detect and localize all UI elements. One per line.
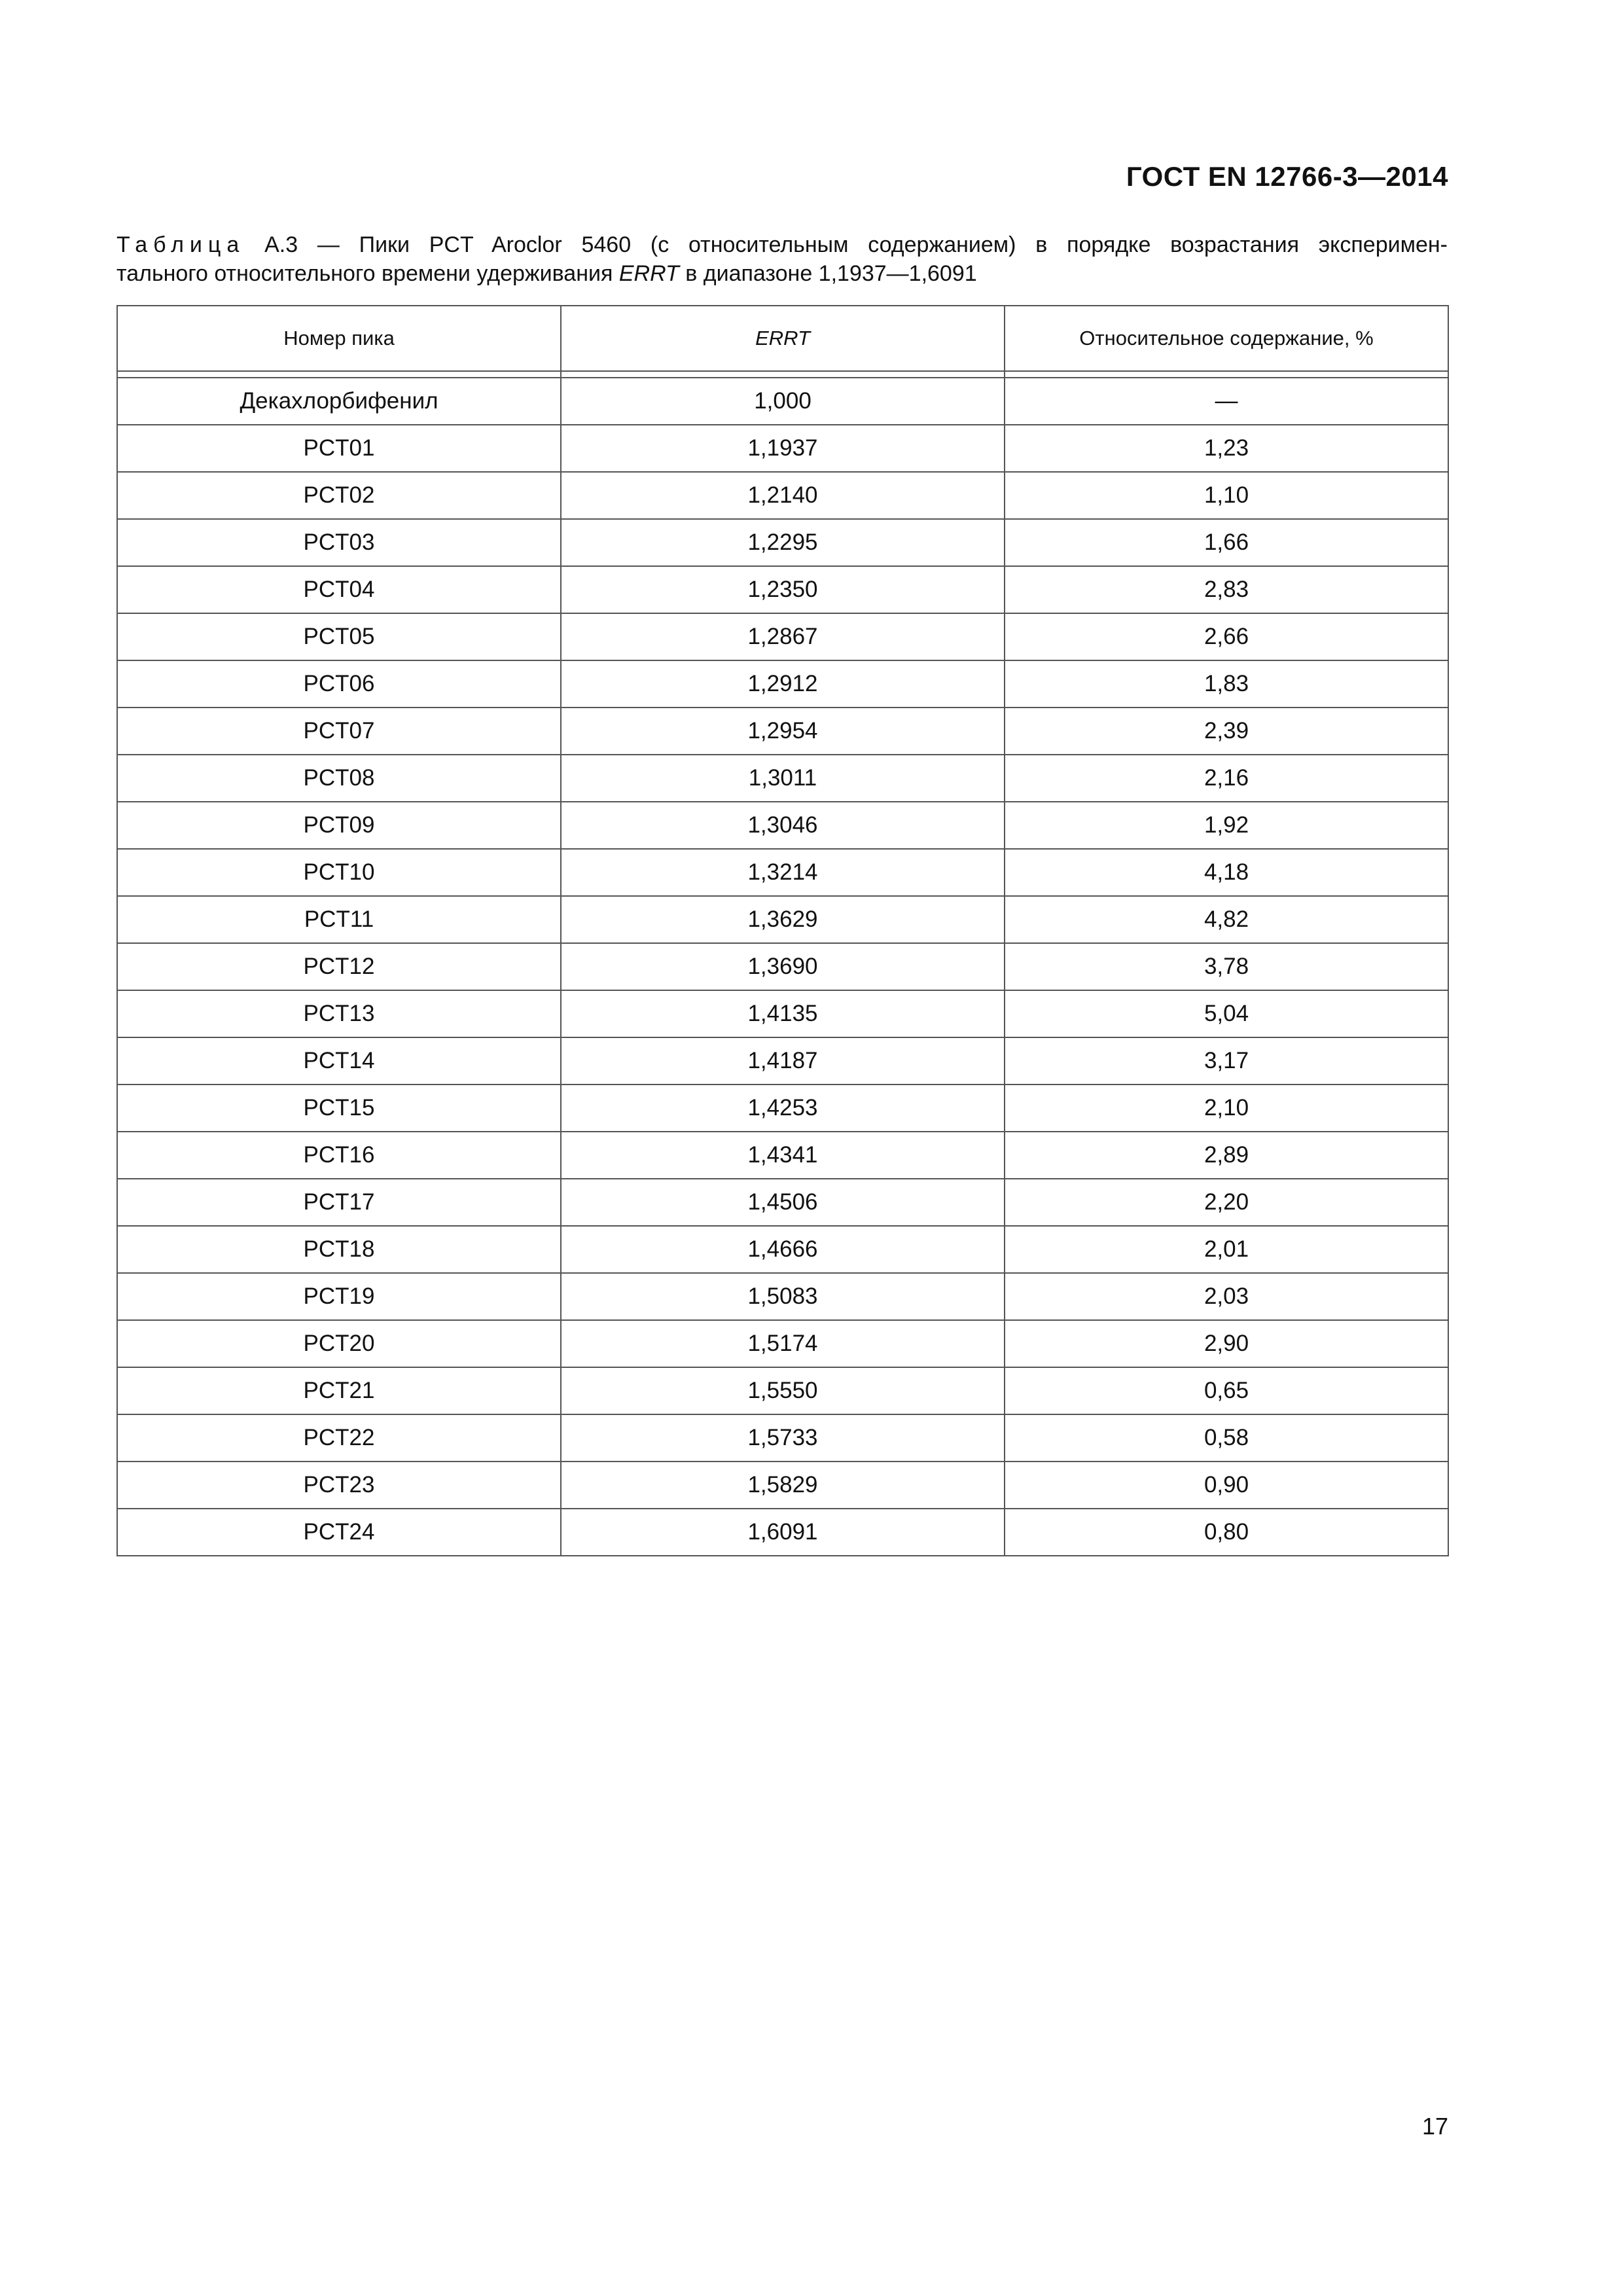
document-code: ГОСТ EN 12766-3—2014	[1126, 161, 1448, 192]
cell-errt: 1,2350	[561, 566, 1005, 613]
cell-relative-content: 0,58	[1005, 1414, 1448, 1462]
table-caption	[116, 230, 1448, 288]
cell-relative-content: 5,04	[1005, 990, 1448, 1037]
cell-peak-number: PCT06	[117, 660, 561, 708]
table-row	[117, 896, 1448, 943]
cell-peak-number: PCT22	[117, 1414, 561, 1462]
cell-peak-number: PCT04	[117, 566, 561, 613]
cell-relative-content: 2,01	[1005, 1226, 1448, 1273]
cell-peak-number: PCT10	[117, 849, 561, 896]
cell-peak-number: PCT01	[117, 425, 561, 472]
caption-line-2	[116, 259, 1448, 288]
caption-label: Таблица	[116, 232, 245, 257]
cell-peak-number: PCT17	[117, 1179, 561, 1226]
cell-peak-number: PCT20	[117, 1320, 561, 1367]
table-body	[117, 378, 1448, 1556]
table-header	[117, 306, 1448, 378]
cell-peak-number: PCT09	[117, 802, 561, 849]
cell-errt: 1,4135	[561, 990, 1005, 1037]
cell-relative-content: 1,66	[1005, 519, 1448, 566]
table-row	[117, 802, 1448, 849]
cell-relative-content: 0,80	[1005, 1509, 1448, 1556]
table-row	[117, 1414, 1448, 1462]
cell-errt: 1,4253	[561, 1085, 1005, 1132]
caption-errt: ERRT	[618, 261, 679, 286]
cell-relative-content: 0,90	[1005, 1462, 1448, 1509]
header-double-rule	[117, 371, 1448, 378]
cell-errt: 1,1937	[561, 425, 1005, 472]
cell-errt: 1,3690	[561, 943, 1005, 990]
caption-line-1-text: А.3 — Пики PCT Aroclor 5460 (с относительным содержанием) в порядке возрастания эксперимен-	[245, 232, 1448, 257]
cell-peak-number: PCT24	[117, 1509, 561, 1556]
table-row	[117, 990, 1448, 1037]
cell-relative-content: 1,23	[1005, 425, 1448, 472]
cell-relative-content: 2,89	[1005, 1132, 1448, 1179]
table-row	[117, 613, 1448, 660]
cell-errt: 1,3214	[561, 849, 1005, 896]
cell-relative-content: 2,10	[1005, 1085, 1448, 1132]
table-row	[117, 566, 1448, 613]
cell-errt: 1,2295	[561, 519, 1005, 566]
table-row	[117, 425, 1448, 472]
cell-relative-content: 4,82	[1005, 896, 1448, 943]
caption-line-2-before: тального относительного времени удерживания	[116, 261, 619, 286]
cell-relative-content: 0,65	[1005, 1367, 1448, 1414]
cell-peak-number: PCT05	[117, 613, 561, 660]
table-row	[117, 1179, 1448, 1226]
cell-relative-content: 2,03	[1005, 1273, 1448, 1320]
cell-relative-content: 1,92	[1005, 802, 1448, 849]
cell-errt: 1,000	[561, 378, 1005, 425]
cell-peak-number: PCT23	[117, 1462, 561, 1509]
cell-peak-number: Декахлорбифенил	[117, 378, 561, 425]
cell-relative-content: 2,16	[1005, 755, 1448, 802]
cell-errt: 1,2867	[561, 613, 1005, 660]
cell-relative-content: 2,39	[1005, 708, 1448, 755]
cell-relative-content: 2,20	[1005, 1179, 1448, 1226]
header-peak-number: Номер пика	[117, 306, 561, 371]
table-row	[117, 943, 1448, 990]
cell-errt: 1,2140	[561, 472, 1005, 519]
header-errt: ERRT	[561, 306, 1005, 371]
cell-errt: 1,4187	[561, 1037, 1005, 1085]
table-row	[117, 1132, 1448, 1179]
table-row	[117, 1226, 1448, 1273]
table-row	[117, 519, 1448, 566]
cell-relative-content: 4,18	[1005, 849, 1448, 896]
cell-errt: 1,2954	[561, 708, 1005, 755]
cell-errt: 1,3046	[561, 802, 1005, 849]
cell-errt: 1,5829	[561, 1462, 1005, 1509]
cell-peak-number: PCT16	[117, 1132, 561, 1179]
cell-relative-content: 2,66	[1005, 613, 1448, 660]
cell-errt: 1,5733	[561, 1414, 1005, 1462]
cell-errt: 1,4666	[561, 1226, 1005, 1273]
caption-line-1	[116, 230, 1448, 259]
cell-peak-number: PCT15	[117, 1085, 561, 1132]
table-row	[117, 1367, 1448, 1414]
table-row	[117, 1509, 1448, 1556]
cell-peak-number: PCT07	[117, 708, 561, 755]
cell-errt: 1,2912	[561, 660, 1005, 708]
cell-relative-content: 1,83	[1005, 660, 1448, 708]
cell-peak-number: PCT19	[117, 1273, 561, 1320]
table-row	[117, 1273, 1448, 1320]
peaks-table	[116, 305, 1449, 1556]
cell-peak-number: PCT14	[117, 1037, 561, 1085]
cell-peak-number: PCT18	[117, 1226, 561, 1273]
cell-peak-number: PCT11	[117, 896, 561, 943]
cell-peak-number: PCT12	[117, 943, 561, 990]
cell-relative-content: 3,17	[1005, 1037, 1448, 1085]
table-row	[117, 708, 1448, 755]
table-row	[117, 849, 1448, 896]
cell-peak-number: PCT13	[117, 990, 561, 1037]
cell-relative-content: —	[1005, 378, 1448, 425]
cell-relative-content: 2,83	[1005, 566, 1448, 613]
cell-errt: 1,6091	[561, 1509, 1005, 1556]
table-row	[117, 472, 1448, 519]
table-row	[117, 755, 1448, 802]
table-row	[117, 378, 1448, 425]
cell-peak-number: PCT21	[117, 1367, 561, 1414]
cell-relative-content: 2,90	[1005, 1320, 1448, 1367]
table-row	[117, 1462, 1448, 1509]
cell-errt: 1,4341	[561, 1132, 1005, 1179]
caption-line-2-after: в диапазоне 1,1937—1,6091	[679, 261, 977, 286]
table-row	[117, 1037, 1448, 1085]
header-relative-content: Относительное содержание, %	[1005, 306, 1448, 371]
cell-errt: 1,4506	[561, 1179, 1005, 1226]
cell-peak-number: PCT02	[117, 472, 561, 519]
cell-errt: 1,3011	[561, 755, 1005, 802]
cell-errt: 1,3629	[561, 896, 1005, 943]
cell-errt: 1,5550	[561, 1367, 1005, 1414]
cell-peak-number: PCT03	[117, 519, 561, 566]
cell-errt: 1,5083	[561, 1273, 1005, 1320]
cell-peak-number: PCT08	[117, 755, 561, 802]
cell-errt: 1,5174	[561, 1320, 1005, 1367]
cell-relative-content: 1,10	[1005, 472, 1448, 519]
table-row	[117, 1320, 1448, 1367]
table-row	[117, 660, 1448, 708]
page-number: 17	[1421, 2113, 1448, 2140]
table-row	[117, 1085, 1448, 1132]
cell-relative-content: 3,78	[1005, 943, 1448, 990]
